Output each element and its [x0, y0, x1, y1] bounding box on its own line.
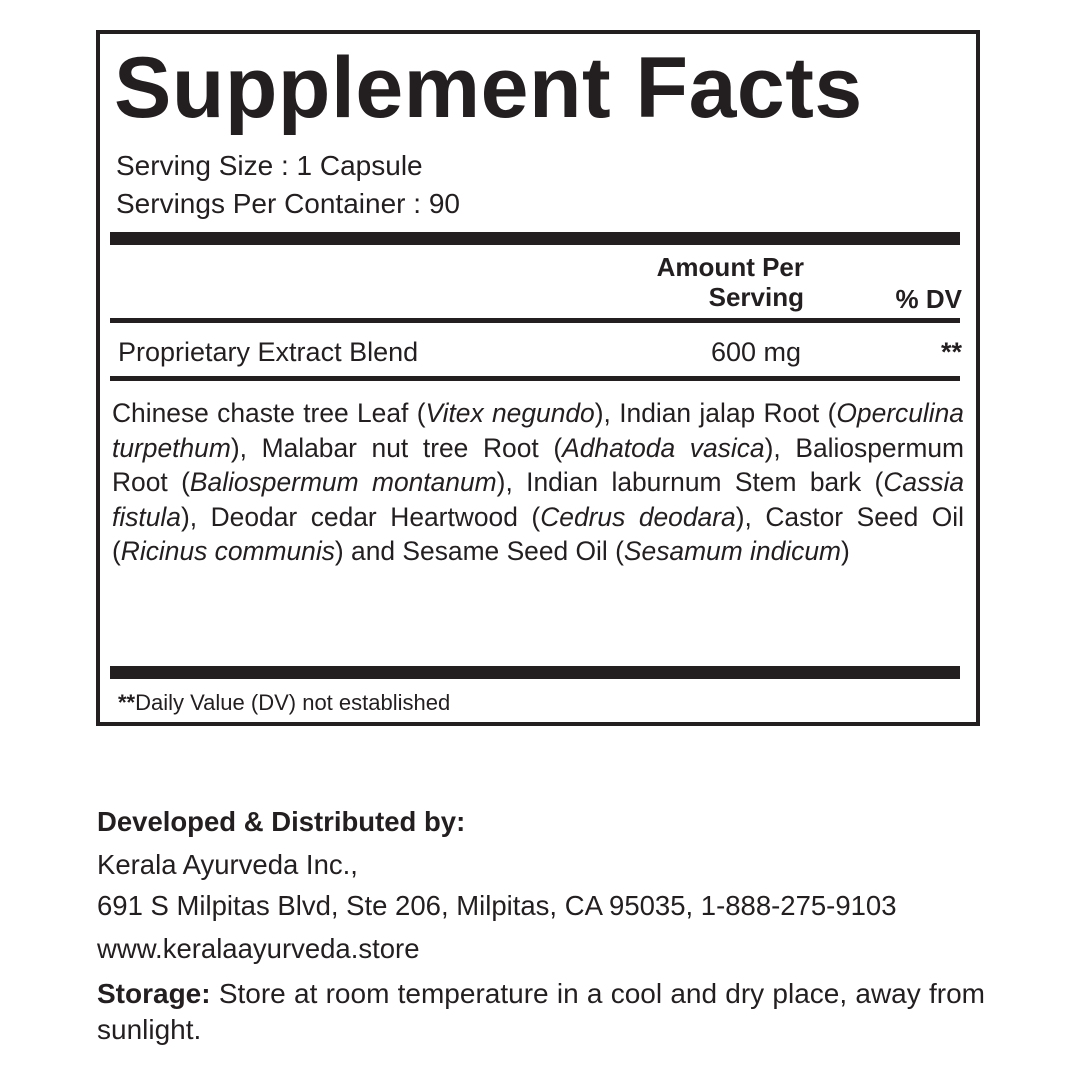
- ingredient-item: Sesame Seed Oil (Sesamum indicum): [402, 536, 850, 566]
- column-header-amount-line2: Serving: [708, 282, 804, 312]
- ingredient-common-name: Malabar nut tree Root: [261, 432, 539, 463]
- ingredient-item: Indian laburnum Stem bark (Cassia fistula): [112, 467, 965, 532]
- ingredient-common-name: Baliospermum Root: [112, 432, 965, 497]
- blend-amount: 600 mg: [710, 337, 801, 367]
- divider-thick-bottom: [110, 666, 960, 679]
- distributor-company: Kerala Ayurveda Inc.,: [97, 849, 358, 880]
- panel-title: Supplement Facts: [114, 40, 863, 136]
- dv-footnote: [118, 688, 450, 718]
- divider-row: [110, 376, 960, 381]
- ingredient-latin-name: Sesamum indicum: [623, 536, 841, 566]
- ingredient-list: Chinese chaste tree Leaf (Vitex negundo), Indian jalap Root (Operculina turpethum), Malabar nut tree Root (Adhatoda vasica), Baliospermum Root (Baliospermum montanum), Indian laburnum Stem bark (Cassia fistula), Deodar cedar Heartwood (Cedrus deodara), Castor Seed Oil (Ricinus communis) and Sesame Seed Oil (Sesamum indicum): [112, 398, 965, 566]
- ingredient-common-name: Sesame Seed Oil: [402, 536, 608, 566]
- ingredient-item: Malabar nut tree Root (Adhatoda vasica): [261, 432, 774, 463]
- footnote-text: Daily Value (DV) not established: [135, 690, 451, 715]
- ingredient-latin-name: Baliospermum montanum: [189, 467, 497, 497]
- distributor-website: www.keralaayurveda.store: [97, 933, 420, 964]
- column-header-dv: % DV: [895, 284, 962, 314]
- ingredient-common-name: Deodar cedar Heartwood: [210, 501, 518, 532]
- column-header-amount-line1: Amount Per: [656, 252, 804, 282]
- supplement-facts-panel: [96, 30, 980, 726]
- ingredient-common-name: Indian laburnum Stem bark: [526, 467, 862, 497]
- ingredient-latin-name: Ricinus communis: [120, 536, 335, 566]
- ingredient-latin-name: Vitex negundo: [425, 398, 595, 428]
- ingredient-latin-name: Operculina turpethum: [112, 398, 964, 463]
- ingredient-item: Baliospermum Root (Baliospermum montanum): [112, 432, 965, 497]
- distributor-heading: Developed & Distributed by:: [97, 806, 466, 837]
- storage-text: Store at room temperature in a cool and dry place, away from sunlight.: [97, 978, 986, 1045]
- ingredient-latin-name: Cassia fistula: [112, 467, 965, 532]
- ingredient-latin-name: Adhatoda vasica: [562, 432, 765, 463]
- distributor-address: 691 S Milpitas Blvd, Ste 206, Milpitas, CA 95035, 1-888-275-9103: [97, 890, 897, 921]
- servings-per-container: Servings Per Container : 90: [116, 188, 460, 219]
- ingredient-item: Castor Seed Oil (Ricinus communis): [112, 501, 965, 566]
- blend-name: Proprietary Extract Blend: [118, 337, 419, 367]
- column-header-amount: [544, 252, 804, 312]
- ingredient-common-name: Castor Seed Oil: [765, 501, 965, 532]
- ingredient-common-name: Chinese chaste tree Leaf: [112, 398, 409, 428]
- divider-header: [110, 318, 960, 323]
- serving-size: Serving Size : 1 Capsule: [116, 150, 423, 181]
- storage-instructions: [97, 976, 985, 1048]
- blend-dv: **: [940, 337, 962, 367]
- ingredient-item: Chinese chaste tree Leaf (Vitex negundo): [112, 398, 604, 428]
- divider-thick-top: [110, 232, 960, 245]
- footnote-mark: **: [118, 690, 136, 715]
- storage-label: Storage:: [97, 978, 211, 1009]
- ingredient-item: Deodar cedar Heartwood (Cedrus deodara): [210, 501, 745, 532]
- ingredient-item: Indian jalap Root (Operculina turpethum): [112, 398, 964, 463]
- ingredient-common-name: Indian jalap Root: [619, 398, 820, 428]
- ingredient-latin-name: Cedrus deodara: [540, 501, 736, 532]
